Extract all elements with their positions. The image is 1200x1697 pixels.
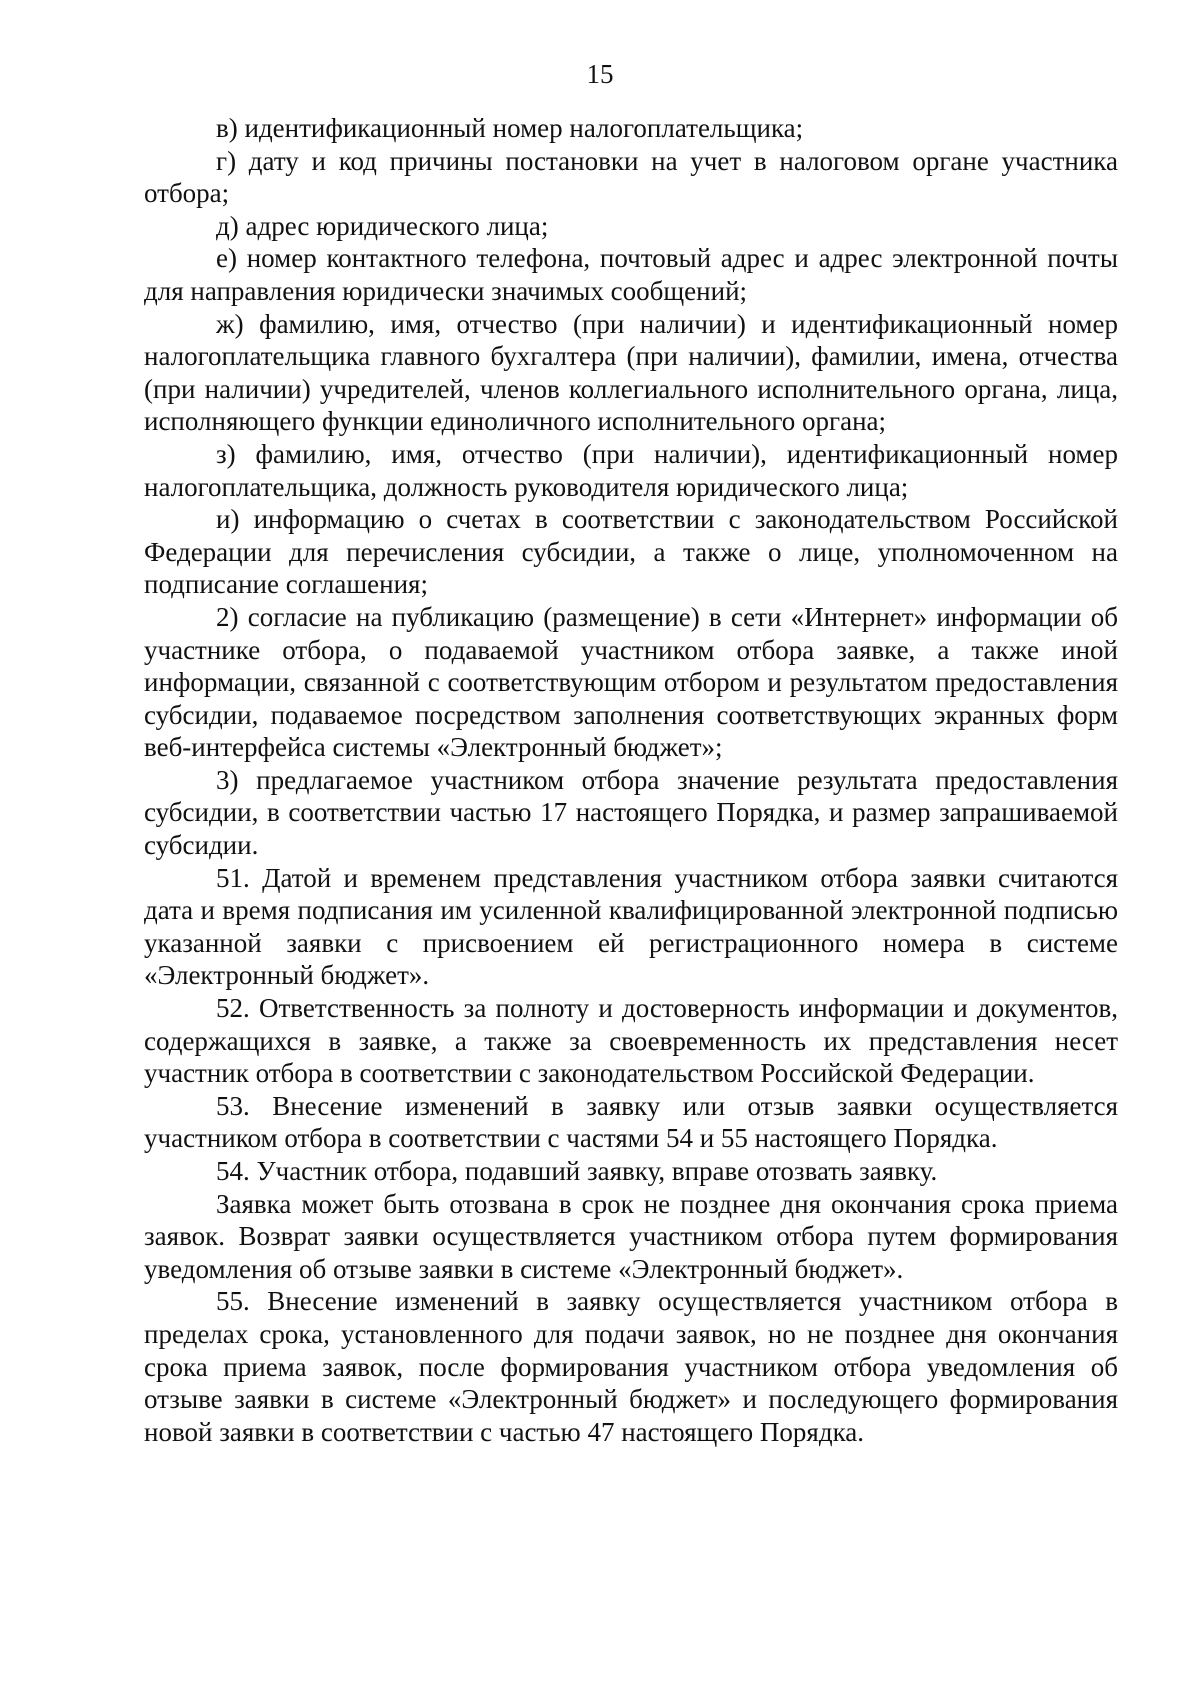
paragraph-section-55: 55. Внесение изменений в заявку осуществляется участником отбора в пределах срока, установленного для подачи заявок, но не позднее дня окончания срока приема заявок, после формирования участником отбора уведомления об отзыве заявки в системе «Электронный бюджет» и последующего формирования новой заявки в соответствии с частью 47 настоящего Порядка.: [144, 1286, 1118, 1447]
paragraph-item-v: в) идентификационный номер налогоплательщика;: [216, 113, 804, 143]
paragraph-item-z: з) фамилию, имя, отчество (при наличии), идентификационный номер налогоплательщика, должность руководителя юридического лица;: [144, 438, 1118, 502]
paragraph-section-51: 51. Датой и временем представления участником отбора заявки считаются дата и время подписания им усиленной квалифицированной электронной подписью указанной заявки с присвоением ей регистрационного номера в системе «Электронный бюджет».: [144, 862, 1118, 991]
paragraph-item-d: д) адрес юридического лица;: [216, 210, 549, 241]
paragraph-item-zh: ж) фамилию, имя, отчество (при наличии) и идентификационный номер налогоплательщика главного бухгалтера (при наличии), фамилии, имена, отчества (при наличии) учредителей, членов коллегиального исполнительного органа, лица, исполняющего функции единоличного исполнительного органа;: [144, 308, 1118, 437]
paragraph-section-54-continuation: Заявка может быть отозвана в срок не позднее дня окончания срока приема заявок. Возврат заявки осуществляется участником отбора путем формирования уведомления об отзыве заявки в системе «Электронный бюджет».: [144, 1188, 1118, 1284]
paragraph-section-54: 54. Участник отбора, подавший заявку, вправе отозвать заявку.: [216, 1156, 938, 1186]
paragraph-section-52: 52. Ответственность за полноту и достоверность информации и документов, содержащихся в заявке, а также за своевременность их представления несет участник отбора в соответствии с законодательством Российской Федерации.: [144, 993, 1118, 1089]
paragraph-item-2: 2) согласие на публикацию (размещение) в сети «Интернет» информации об участнике отбора, о подаваемой участником отбора заявке, а также иной информации, связанной с соответствующим отбором и результатом предоставления субсидии, подаваемое посредством заполнения соответствующих экранных форм веб-интерфейса системы «Электронный бюджет»;: [144, 601, 1118, 763]
paragraph-item-i: и) информацию о счетах в соответствии с законодательством Российской Федерации для перечисления субсидии, а также о лице, уполномоченном на подписание соглашения;: [144, 504, 1118, 600]
paragraph-item-3: 3) предлагаемое участником отбора значение результата предоставления субсидии, в соответствии частью 17 настоящего Порядка, и размер запрашиваемой субсидии.: [144, 764, 1118, 861]
paragraph-section-53: 53. Внесение изменений в заявку или отзыв заявки осуществляется участником отбора в соответствии с частями 54 и 55 настоящего Порядка.: [144, 1090, 1118, 1154]
paragraph-item-g: г) дату и код причины постановки на учет в налоговом органе участника отбора;: [144, 145, 1118, 209]
page-number: 15: [586, 59, 614, 89]
paragraph-item-e: е) номер контактного телефона, почтовый адрес и адрес электронной почты для направления юридически значимых сообщений;: [144, 243, 1118, 306]
document-body: [144, 112, 1118, 1448]
